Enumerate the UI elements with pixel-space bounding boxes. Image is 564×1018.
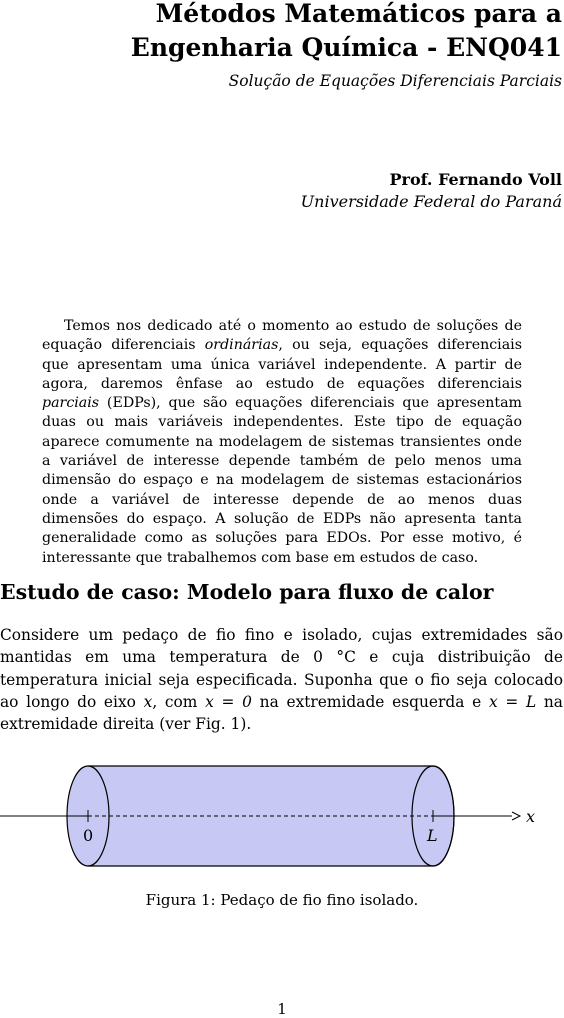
abstract-text-3: (EDPs), que são equações diferenciais que apresentam duas ou mais variáveis independentes. Este tipo de equação aparece comumente na modelagem de sistemas transientes onde a variável de interesse depende também de pelo menos uma dimensão do espaço e na modelagem de sistemas estacionários onde a variável de interesse depende de ao menos duas dimensões do espaço. A solução de EDPs não apresenta tanta generalidade como as soluções para EDOs. Por esse motivo, é interessante que trabalhemos com base em estudos de caso. bbox=[42, 395, 522, 566]
x-axis-arrowhead bbox=[512, 812, 520, 820]
author-affiliation: Universidade Federal do Paraná bbox=[300, 192, 562, 211]
wire-figure bbox=[0, 760, 564, 880]
label-L: L bbox=[427, 826, 438, 845]
section-body bbox=[0, 624, 563, 735]
x-axis-label: x bbox=[526, 807, 536, 826]
body-paragraph bbox=[0, 624, 563, 735]
abstract-text-2: , ou seja, equações diferenciais que apresentam uma única variável independente. A partir de agora, daremos ênfase ao estudo de equações diferenciais bbox=[42, 337, 522, 392]
abstract-text-1: Temos nos dedicado até o momento ao estudo de soluções de equação diferenciais bbox=[42, 318, 522, 354]
body-text-2: , com bbox=[152, 692, 206, 711]
abstract-emphasis-parciais: parciais bbox=[42, 395, 100, 412]
abstract-emphasis-ordinarias: ordinárias bbox=[204, 337, 279, 354]
page-number: 1 bbox=[277, 1000, 287, 1018]
figure-caption: Figura 1: Pedaço de fio fino isolado. bbox=[145, 891, 419, 909]
body-text-1: Considere um pedaço de fio fino e isolado, cujas extremidades são mantidas em uma temperatura de 0 °C e cuja distribuição de temperatura inicial seja especificada. Suponha que o fio seja colocado ao longo do eixo bbox=[0, 626, 563, 711]
body-text-4: na extremidade direita (ver Fig. 1). bbox=[0, 692, 563, 734]
document-subtitle: Solução de Equações Diferenciais Parciais bbox=[228, 72, 562, 90]
math-x-equals-L: x = L bbox=[488, 692, 537, 711]
document-title-line1: Métodos Matemáticos para a bbox=[155, 0, 562, 28]
math-x: x bbox=[143, 692, 153, 711]
body-text-3: na extremidade esquerda e bbox=[251, 692, 489, 711]
author-name: Prof. Fernando Voll bbox=[389, 170, 562, 189]
document-title-line2: Engenharia Química - ENQ041 bbox=[130, 33, 562, 62]
label-zero: 0 bbox=[83, 826, 94, 845]
math-x-equals-0: x = 0 bbox=[205, 692, 252, 711]
section-heading: Estudo de caso: Modelo para fluxo de calor bbox=[0, 580, 494, 604]
abstract bbox=[42, 317, 522, 568]
abstract-paragraph bbox=[42, 317, 522, 568]
